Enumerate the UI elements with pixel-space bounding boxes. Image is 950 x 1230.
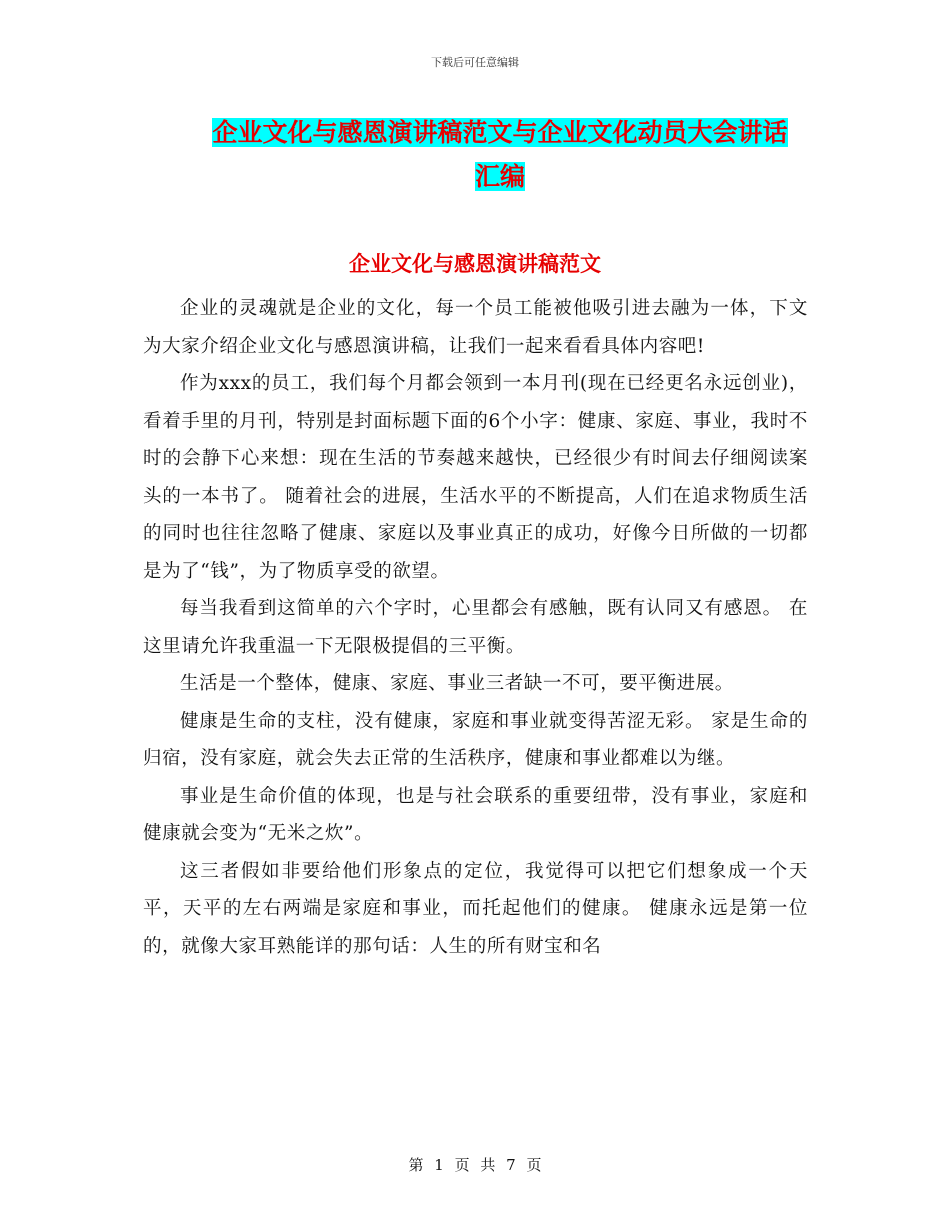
paragraph: 健康是生命的支柱，没有健康，家庭和事业就变得苦涩无彩。 家是生命的归宿，没有家庭，就会失去正常的生活秩序，健康和事业都难以为继。 — [143, 710, 808, 769]
paragraph: 作为xxx的员工，我们每个月都会领到一本月刊(现在已经更名永远创业)，看着手里的月刊，特别是封面标题下面的6个小字：健康、家庭、事业，我时不时的会静下心来想：现在生活的节奏越来越快，已经很少有时间去仔细阅读案头的一本书了。 随着社会的进展，生活水平的不断提高，人们在追求物质生活的同时也往往忽略了健康、家庭以及事业真正的成功，好像今日所做的一切都是为了“钱”，为了物质享受的欲望。 — [143, 373, 808, 582]
paragraph: 生活是一个整体，健康、家庭、事业三者缺一不可，要平衡进展。 — [180, 673, 734, 694]
paragraph: 企业的灵魂就是企业的文化，每一个员工能被他吸引进去融为一体，下文为大家介绍企业文化与感恩演讲稿，让我们一起来看看具体内容吧! — [143, 298, 808, 357]
paragraph: 这三者假如非要给他们形象点的定位，我觉得可以把它们想象成一个天平，天平的左右两端是家庭和事业，而托起他们的健康。 健康永远是第一位的，就像大家耳熟能详的那句话：人生的所有财宝和名 — [143, 860, 808, 957]
title-line-2: 汇编 — [474, 162, 525, 191]
paragraph: 事业是生命价值的体现，也是与社会联系的重要纽带，没有事业，家庭和健康就会变为“无米之炊”。 — [143, 785, 808, 844]
paragraph: 每当我看到这简单的六个字时，心里都会有感触，既有认同又有感恩。 在这里请允许我重温一下无限极提倡的三平衡。 — [143, 598, 808, 657]
title-line-1: 企业文化与感恩演讲稿范文与企业文化动员大会讲话 — [212, 118, 788, 147]
section-subtitle: 企业文化与感恩演讲稿范文 — [349, 251, 601, 276]
document-title — [150, 112, 850, 200]
document-body — [143, 290, 808, 965]
page-header-note: 下载后可任意编辑 — [431, 56, 519, 69]
page-footer-number: 第 1 页 共 7 页 — [408, 1156, 542, 1174]
